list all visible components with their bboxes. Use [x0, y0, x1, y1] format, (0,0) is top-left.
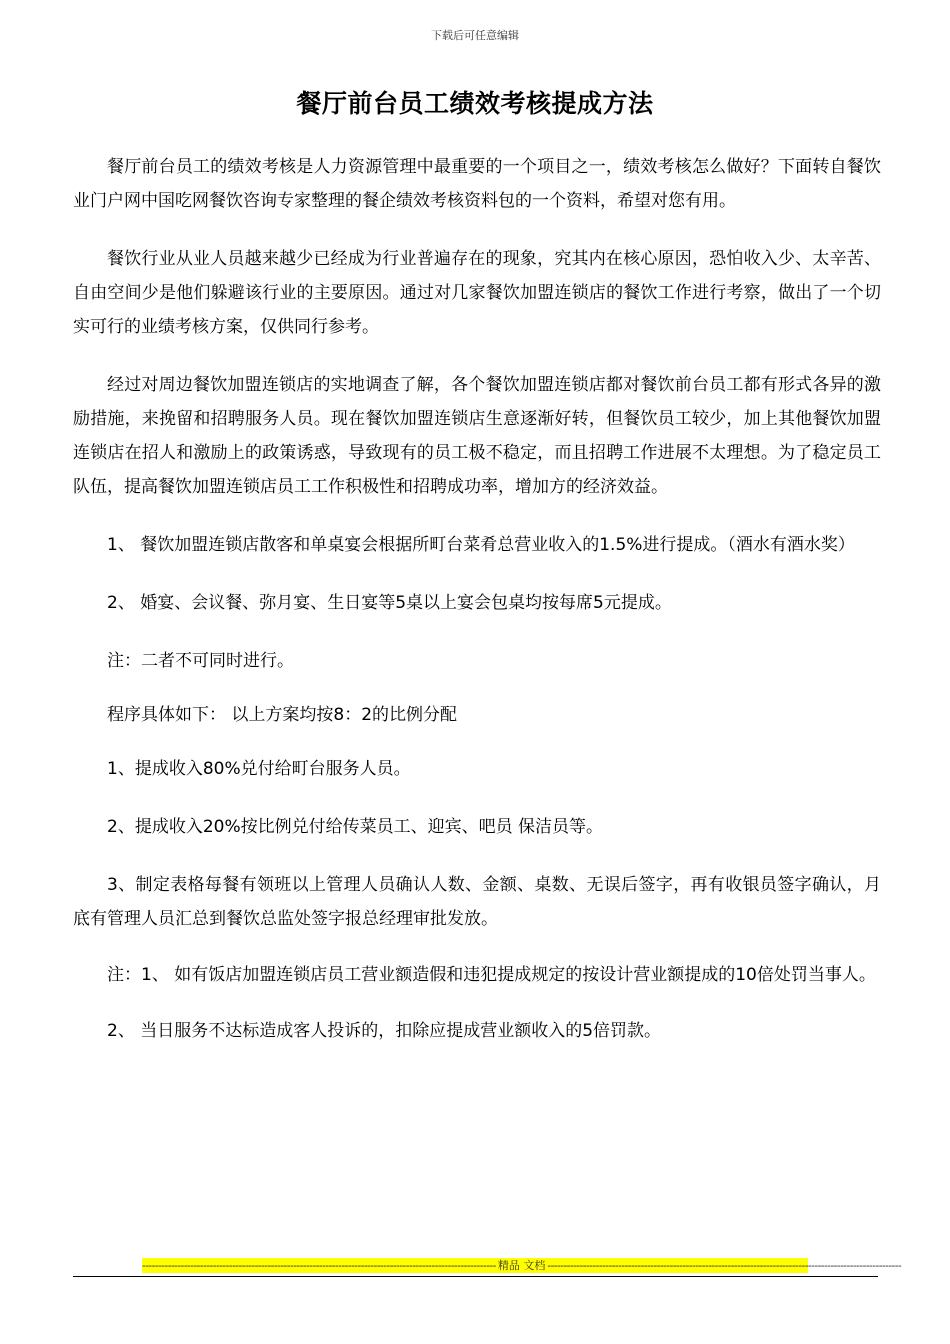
header-note: 下载后可任意编辑: [431, 29, 519, 42]
procedure-item-1: 1、提成收入80%兑付给町台服务人员。: [107, 759, 411, 779]
procedure-heading: 程序具体如下： 以上方案均按8：2的比例分配: [107, 705, 458, 725]
rule-item-1: 1、 餐饮加盟连锁店散客和单桌宴会根据所町台菜肴总营业收入的1.5%进行提成。（酒水有酒水奖）: [107, 535, 855, 555]
footer-label: 精品 文档: [497, 1259, 546, 1272]
procedure-item-3: 3、制定表格每餐有领班以上管理人员确认人数、金额、桌数、无误后签字，再有收银员签字确认，月底有管理人员汇总到餐饮总监处签字报总经理审批发放。: [73, 875, 881, 929]
paragraph-industry: 餐饮行业从业人员越来越少已经成为行业普遍存在的现象，究其内在核心原因，恐怕收入少、太辛苦、自由空间少是他们躲避该行业的主要原因。通过对几家餐饮加盟连锁店的餐饮工作进行考察，做出了一个切实可行的业绩考核方案，仅供同行参考。: [73, 249, 881, 337]
footer-left-dashes: --------------------------------------------------------------------------------------------------------------: [142, 1259, 496, 1272]
footer-banner: [142, 1258, 902, 1273]
penalty-note-1: 注：1、 如有饭店加盟连锁店员工营业额造假和违犯提成规定的按设计营业额提成的10倍处罚当事人。: [107, 965, 876, 985]
paragraph-survey: 经过对周边餐饮加盟连锁店的实地调查了解，各个餐饮加盟连锁店都对餐饮前台员工都有形式各异的激励措施，来挽留和招聘服务人员。现在餐饮加盟连锁店生意逐渐好转，但餐饮员工较少，加上其他餐饮加盟连锁店在招人和激励上的政策诱惑，导致现有的员工极不稳定，而且招聘工作进展不太理想。为了稳定员工队伍，提高餐饮加盟连锁店员工工作积极性和招聘成功率，增加方的经济效益。: [73, 375, 881, 497]
footer-divider: [73, 1276, 878, 1277]
penalty-note-2: 2、 当日服务不达标造成客人投诉的，扣除应提成营业额收入的5倍罚款。: [107, 1021, 662, 1041]
rule-item-2: 2、 婚宴、会议餐、弥月宴、生日宴等5桌以上宴会包桌均按每席5元提成。: [107, 593, 672, 613]
note-exclusive: 注：二者不可同时进行。: [107, 651, 294, 671]
procedure-item-2: 2、提成收入20%按比例兑付给传菜员工、迎宾、吧员 保洁员等。: [107, 817, 604, 837]
document-body: [73, 150, 881, 1048]
paragraph-intro: 餐厅前台员工的绩效考核是人力资源管理中最重要的一个项目之一，绩效考核怎么做好？下面转自餐饮业门户网中国吃网餐饮咨询专家整理的餐企绩效考核资料包的一个资料，希望对您有用。: [73, 157, 881, 211]
document-title: 餐厅前台员工绩效考核提成方法: [296, 89, 654, 118]
footer-right-dashes: --------------------------------------------------------------------------------------------------------------: [547, 1259, 902, 1272]
